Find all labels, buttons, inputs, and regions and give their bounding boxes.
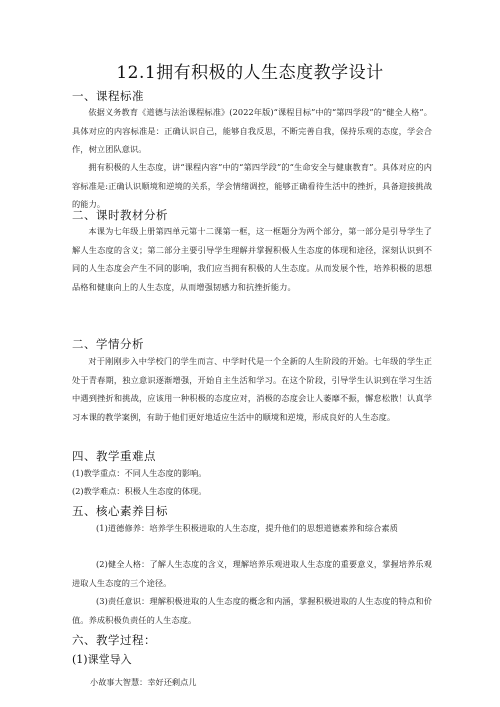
paragraph-textbook-analysis: 本课为七年级上册第四单元第十二课第一框，这一框题分为两个部分，第一部分是引导学生了解人生态度的含义；第二部分主要引导学生理解并掌握积极人生态度的体现和途径，深刻认识到不同的人生态度会产生不同的影响，我们应当拥有积极的人生态度。从而发展个性，培养积极的思想品格和健康向上的人生态度，从而增强韧感力和抗挫折能力。 (72, 226, 432, 292)
section-heading-key-points: 四、教学重难点 (72, 449, 156, 463)
paragraph-responsibility: (3)责任意识：理解积极进取的人生态度的概念和内涵，掌握积极进取的人生态度的特点和价值。养成积极负责任的人生态度。 (72, 596, 432, 625)
paragraph-curriculum-standard-2: 拥有积极的人生态度，讲“课程内容”中的“第四学段”的“生命安全与健康教育”。具体对应的内容标准是:正确认识顺境和逆境的关系，学会情绪调控，能够正确看待生活中的挫折，具备迎接挑战的能力。 (72, 162, 432, 209)
section-heading-teaching-process: 六、教学过程： (72, 633, 156, 647)
story-line: 小故事大智慧：幸好还剩点儿 (90, 677, 197, 687)
section-heading-core-literacy: 五、核心素养目标 (72, 504, 168, 518)
paragraph-moral-cultivation: (1)道德修养：培养学生积极进取的人生态度，提升他们的思想道德素养和综合素质 (96, 523, 398, 533)
subheading-lesson-intro: (1)课堂导入 (72, 653, 132, 666)
section-heading-student-analysis: 二、学情分析 (72, 337, 144, 351)
section-heading-curriculum-standard: 一、课程标准 (72, 89, 144, 103)
paragraph-student-analysis: 对于刚刚步入中学校门的学生而言、中学时代是一个全新的人生阶段的开始。七年级的学生正处于青春期，独立意识逐渐增强，开始自主生活和学习。在这个阶段，引导学生认识到在学习生活中遇到挫折和挑战，应该用一种积极的态度应对，消极的态度会让人萎靡不振，懈怠松散！认真学习本课的教学案例，有助于他们更好地适应生活中的顺境和逆境，形成良好的人生态度。 (72, 356, 432, 422)
paragraph-sound-personality: (2)健全人格：了解人生态度的含义，理解培养乐观进取人生态度的重要意义，掌握培养乐观进取人生态度的三个途径。 (72, 559, 432, 588)
key-point-line: (1)教学重点：不同人生态度的影响。 (72, 468, 207, 478)
paragraph-curriculum-standard-1: 依据义务教育《道德与法治课程标准》(2022年版)“课程目标”中的“第四学段”的“健全人格”。具体对应的内容标准是：正确认识自己，能够自我反思，不断完善自我，保持乐观的态度，学会合作，树立团队意识。 (72, 107, 432, 154)
document-title: 12.1拥有积极的人生态度教学设计 (116, 63, 384, 83)
section-heading-textbook-analysis: 二、课时教材分析 (72, 208, 168, 222)
difficult-point-line: (2)教学难点：积极人生态度的体现。 (72, 486, 207, 496)
